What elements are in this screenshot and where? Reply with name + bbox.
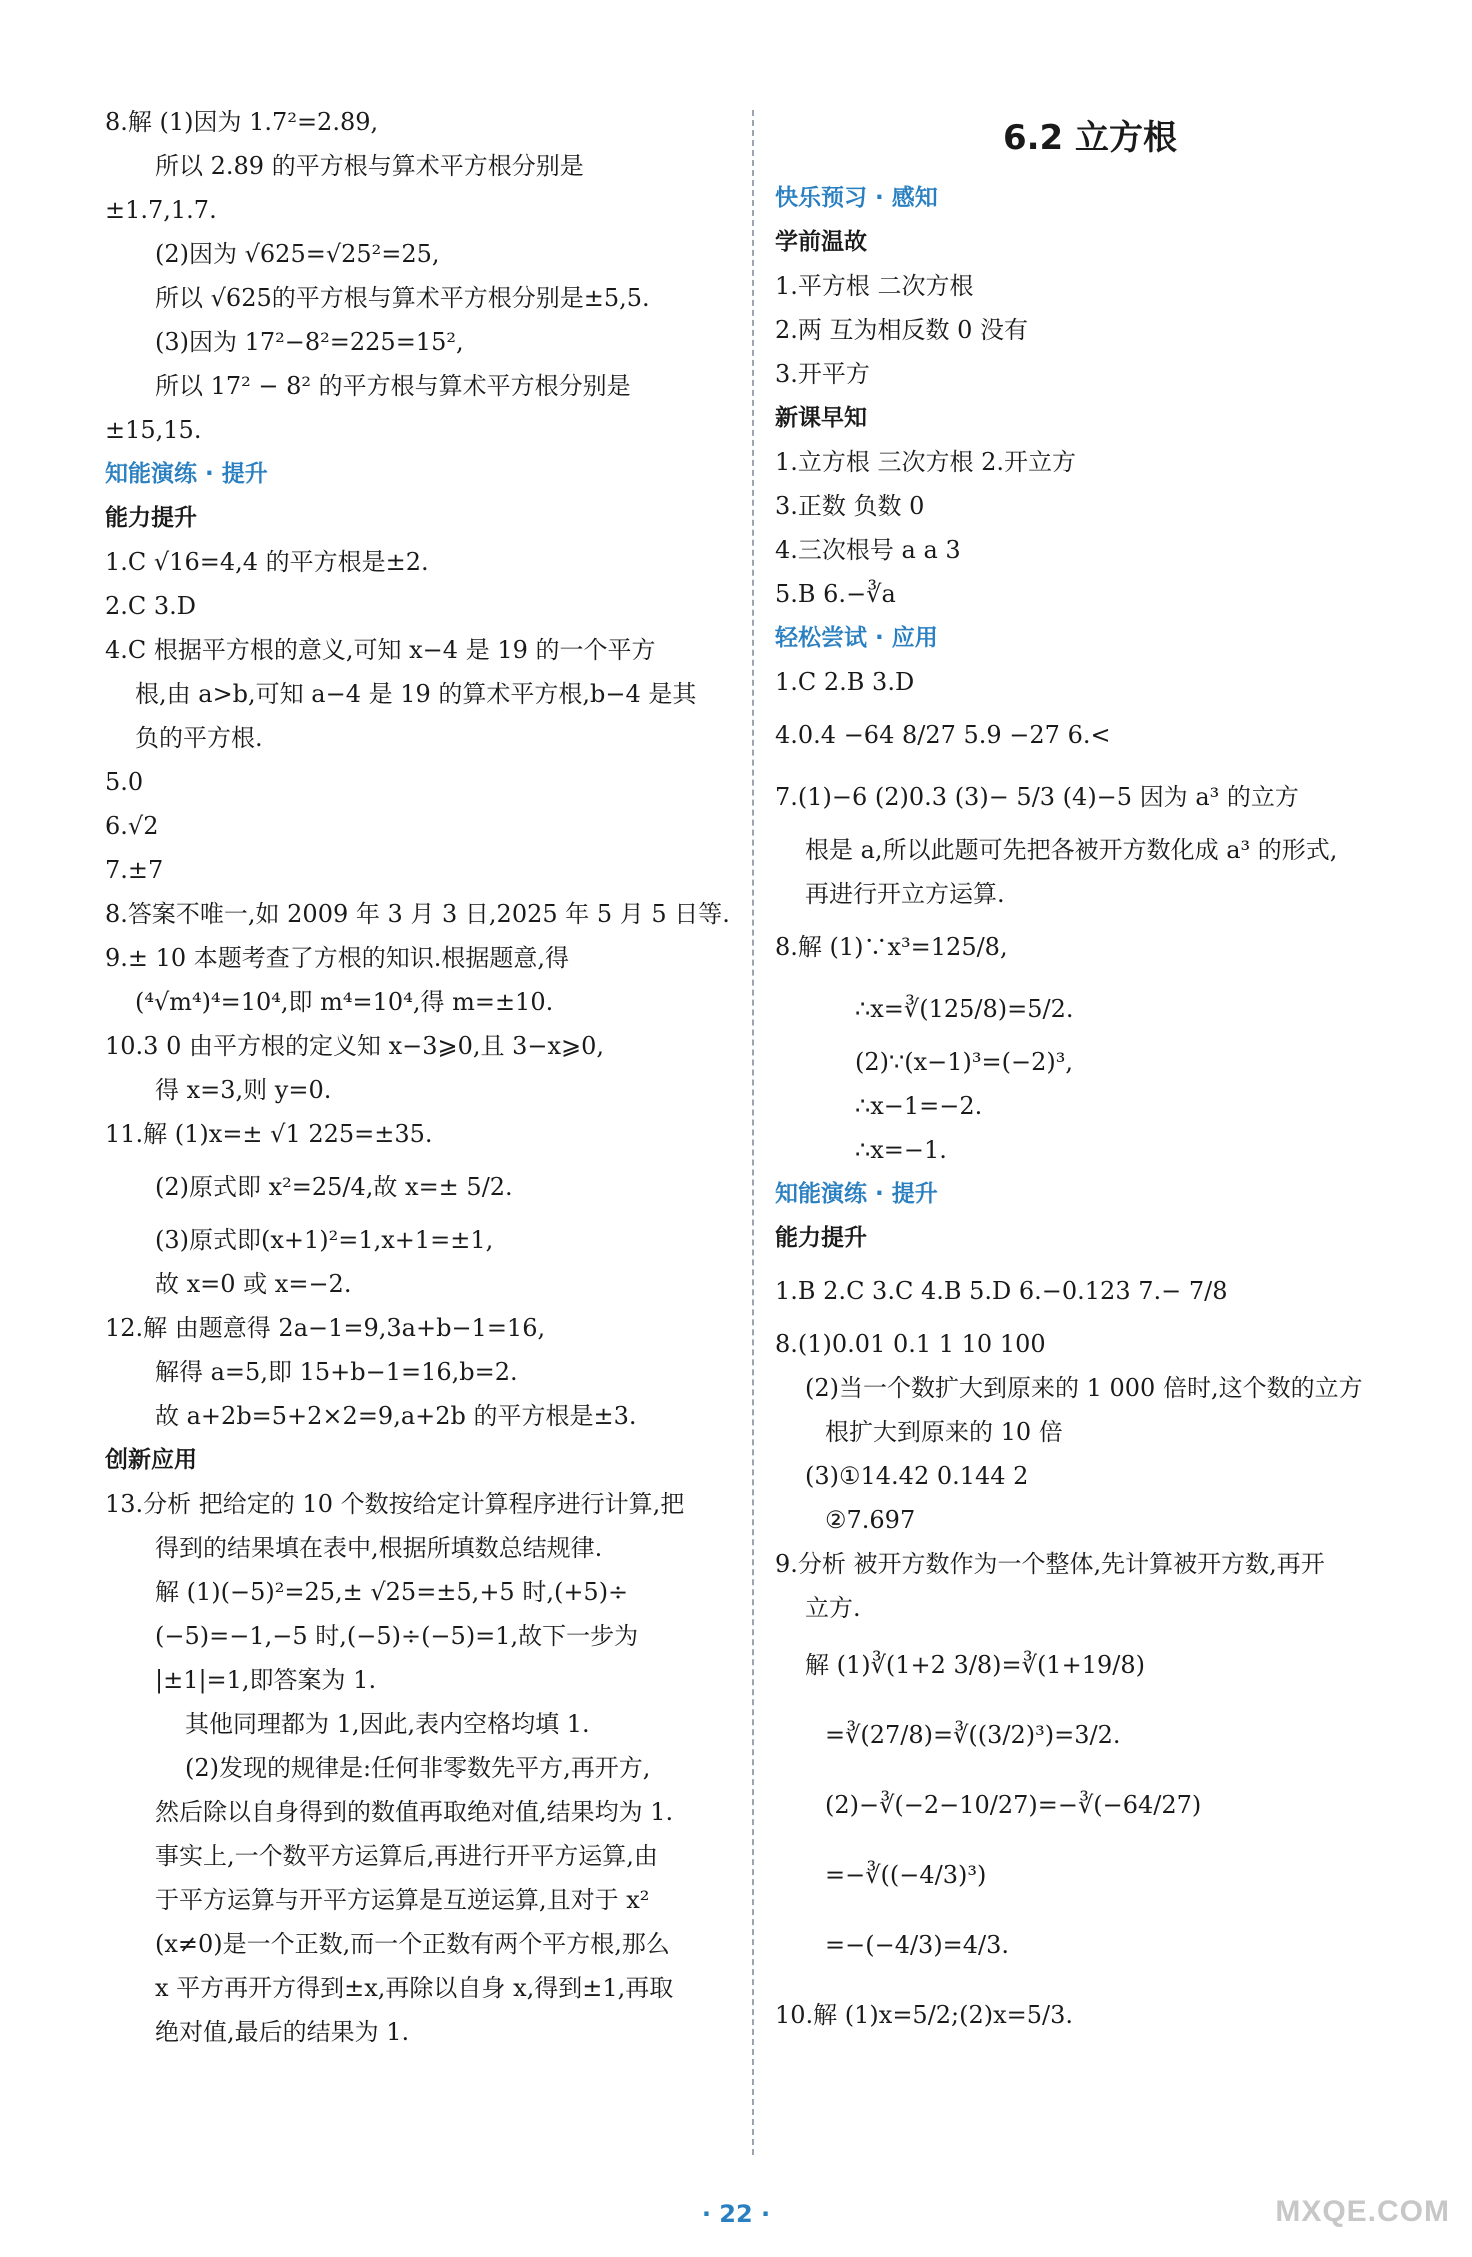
- left-line-3: (2)因为 √625=√25²=25,: [155, 240, 440, 268]
- right-line-3: 1.平方根 二次方根: [775, 272, 974, 300]
- column-divider: [752, 110, 754, 2155]
- right-line-25: 8.(1)0.01 0.1 1 10 100: [775, 1330, 1046, 1358]
- left-line-2: ±1.7,1.7.: [105, 196, 217, 224]
- left-line-11: 2.C 3.D: [105, 592, 197, 620]
- left-line-36: 其他同理都为 1,因此,表内空格均填 1.: [185, 1710, 590, 1738]
- left-line-43: 绝对值,最后的结果为 1.: [155, 2018, 410, 2046]
- right-line-5: 3.开平方: [775, 360, 870, 388]
- right-line-8: 3.正数 负数 0: [775, 492, 925, 520]
- left-line-18: 8.答案不唯一,如 2009 年 3 月 3 日,2025 年 5 月 5 日等.: [105, 900, 730, 928]
- left-line-14: 负的平方根.: [135, 724, 263, 752]
- left-line-17: 7.±7: [105, 856, 164, 884]
- right-line-7: 1.立方根 三次方根 2.开立方: [775, 448, 1077, 476]
- right-line-10: 5.B 6.−∛a: [775, 580, 896, 608]
- right-line-37: 10.解 (1)x=5/2;(2)x=5/3.: [775, 2001, 1074, 2029]
- left-line-0: 8.解 (1)因为 1.7²=2.89,: [105, 108, 379, 136]
- left-line-26: 故 x=0 或 x=−2.: [155, 1270, 352, 1298]
- left-line-1: 所以 2.89 的平方根与算术平方根分别是: [155, 152, 584, 180]
- left-line-15: 5.0: [105, 768, 144, 796]
- right-line-28: (3)①14.42 0.144 2: [805, 1462, 1029, 1490]
- left-line-12: 4.C 根据平方根的意义,可知 x−4 是 19 的一个平方: [105, 636, 656, 664]
- left-line-22: 得 x=3,则 y=0.: [155, 1076, 332, 1104]
- left-line-40: 于平方运算与开平方运算是互逆运算,且对于 x²: [155, 1886, 650, 1914]
- left-line-10: 1.C √16=4,4 的平方根是±2.: [105, 548, 429, 576]
- right-line-4: 2.两 互为相反数 0 没有: [775, 316, 1029, 344]
- right-line-26: (2)当一个数扩大到原来的 1 000 倍时,这个数的立方: [805, 1374, 1363, 1402]
- right-line-11: 轻松尝试 · 应用: [775, 625, 938, 651]
- left-line-35: |±1|=1,即答案为 1.: [155, 1666, 377, 1694]
- right-line-20: ∴x−1=−2.: [855, 1092, 983, 1120]
- right-line-16: 再进行开立方运算.: [805, 880, 1005, 908]
- left-line-19: 9.± 10 本题考查了方根的知识.根据题意,得: [105, 944, 570, 972]
- left-line-23: 11.解 (1)x=± √1 225=±35.: [105, 1120, 433, 1148]
- right-line-17: 8.解 (1)∵x³=125/8,: [775, 933, 1008, 961]
- right-line-21: ∴x=−1.: [855, 1136, 947, 1164]
- left-line-7: ±15,15.: [105, 416, 202, 444]
- left-line-42: x 平方再开方得到±x,再除以自身 x,得到±1,再取: [155, 1974, 674, 2002]
- right-column: [775, 100, 1405, 2050]
- left-line-39: 事实上,一个数平方运算后,再进行开平方运算,由: [155, 1842, 658, 1870]
- left-line-9: 能力提升: [105, 505, 197, 531]
- right-line-2: 学前温故: [775, 229, 867, 255]
- left-line-33: 解 (1)(−5)²=25,± √25=±5,+5 时,(+5)÷: [155, 1578, 629, 1606]
- left-line-28: 解得 a=5,即 15+b−1=16,b=2.: [155, 1358, 518, 1386]
- right-line-22: 知能演练 · 提升: [775, 1181, 938, 1207]
- right-line-23: 能力提升: [775, 1225, 867, 1251]
- right-line-19: (2)∵(x−1)³=(−2)³,: [855, 1048, 1073, 1076]
- left-line-8: 知能演练 · 提升: [105, 461, 268, 487]
- left-line-38: 然后除以自身得到的数值再取绝对值,结果均为 1.: [155, 1798, 674, 1826]
- left-line-32: 得到的结果填在表中,根据所填数总结规律.: [155, 1534, 603, 1562]
- left-line-4: 所以 √625的平方根与算术平方根分别是±5,5.: [155, 284, 650, 312]
- right-line-9: 4.三次根号 a a 3: [775, 536, 961, 564]
- right-line-36: =−(−4/3)=4/3.: [825, 1931, 1010, 1959]
- left-line-5: (3)因为 17²−8²=225=15²,: [155, 328, 464, 356]
- right-line-1: 快乐预习 · 感知: [775, 185, 938, 211]
- right-line-15: 根是 a,所以此题可先把各被开方数化成 a³ 的形式,: [805, 836, 1338, 864]
- left-line-20: (⁴√m⁴)⁴=10⁴,即 m⁴=10⁴,得 m=±10.: [135, 988, 554, 1016]
- left-line-6: 所以 17² − 8² 的平方根与算术平方根分别是: [155, 372, 631, 400]
- watermark: MXQE.COM: [1275, 2195, 1450, 2228]
- right-line-32: 解 (1)∛(1+2 3/8)=∛(1+19/8): [805, 1651, 1145, 1679]
- right-line-35: =−∛((−4/3)³): [825, 1861, 987, 1889]
- right-line-33: =∛(27/8)=∛((3/2)³)=3/2.: [825, 1721, 1121, 1749]
- right-line-29: ②7.697: [825, 1506, 916, 1534]
- left-column: [105, 100, 730, 2054]
- left-line-37: (2)发现的规律是:任何非零数先平方,再开方,: [185, 1754, 651, 1782]
- right-line-6: 新课早知: [775, 405, 867, 431]
- right-line-31: 立方.: [805, 1594, 861, 1622]
- right-line-12: 1.C 2.B 3.D: [775, 668, 915, 696]
- right-line-18: ∴x=∛(125/8)=5/2.: [855, 995, 1074, 1023]
- left-line-29: 故 a+2b=5+2×2=9,a+2b 的平方根是±3.: [155, 1402, 637, 1430]
- left-line-34: (−5)=−1,−5 时,(−5)÷(−5)=1,故下一步为: [155, 1622, 639, 1650]
- left-line-24: (2)原式即 x²=25/4,故 x=± 5/2.: [155, 1173, 513, 1201]
- right-line-13: 4.0.4 −64 8/27 5.9 −27 6.<: [775, 721, 1111, 749]
- left-line-21: 10.3 0 由平方根的定义知 x−3⩾0,且 3−x⩾0,: [105, 1032, 605, 1060]
- left-line-25: (3)原式即(x+1)²=1,x+1=±1,: [155, 1226, 494, 1254]
- right-line-14: 7.(1)−6 (2)0.3 (3)− 5/3 (4)−5 因为 a³ 的立方: [775, 783, 1299, 811]
- page-number: · 22 ·: [701, 2200, 771, 2228]
- left-line-30: 创新应用: [105, 1447, 197, 1473]
- left-line-41: (x≠0)是一个正数,而一个正数有两个平方根,那么: [155, 1930, 670, 1958]
- right-line-34: (2)−∛(−2−10/27)=−∛(−64/27): [825, 1791, 1202, 1819]
- left-line-31: 13.分析 把给定的 10 个数按给定计算程序进行计算,把: [105, 1490, 685, 1518]
- left-line-16: 6.√2: [105, 812, 159, 840]
- right-line-0: 6.2 立方根: [1002, 118, 1178, 158]
- right-line-30: 9.分析 被开方数作为一个整体,先计算被开方数,再开: [775, 1550, 1325, 1578]
- right-line-24: 1.B 2.C 3.C 4.B 5.D 6.−0.123 7.− 7/8: [775, 1277, 1228, 1305]
- right-line-27: 根扩大到原来的 10 倍: [825, 1418, 1063, 1446]
- left-line-27: 12.解 由题意得 2a−1=9,3a+b−1=16,: [105, 1314, 546, 1342]
- left-line-13: 根,由 a>b,可知 a−4 是 19 的算术平方根,b−4 是其: [135, 680, 697, 708]
